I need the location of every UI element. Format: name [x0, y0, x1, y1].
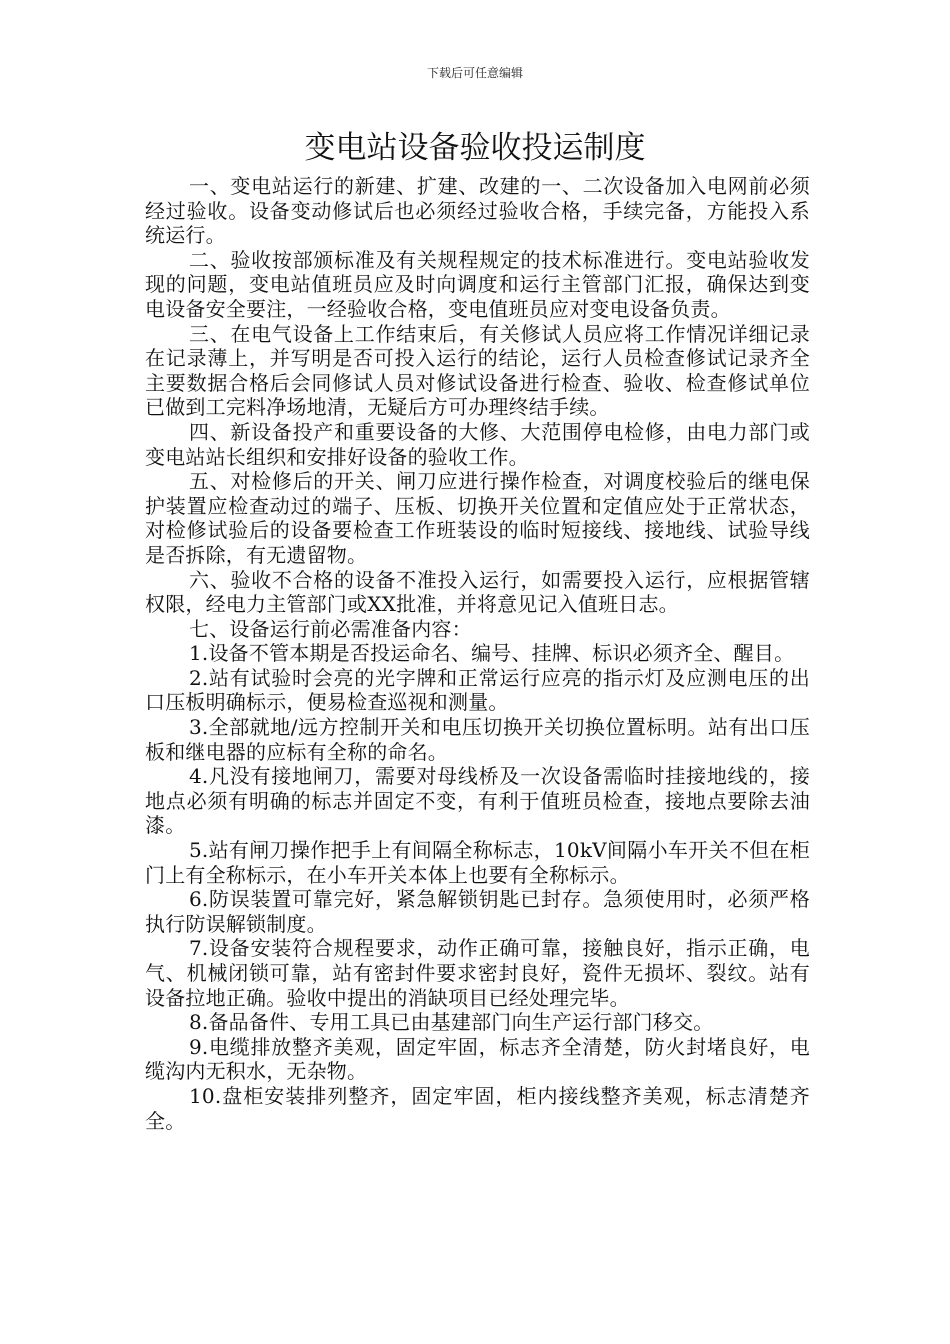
list-item: 3.全部就地/远方控制开关和电压切换开关切换位置标明。站有出口压板和继电器的应标有全称的命名。 [145, 715, 810, 764]
list-item: 10.盘柜安装排列整齐，固定牢固，柜内接线整齐美观，标志清楚齐全。 [145, 1083, 810, 1133]
list-item: 4.凡没有接地闸刀，需要对母线桥及一次设备需临时挂接地线的，接地点必须有明确的标志并固定不变，有利于值班员检查，接地点要除去油漆。 [145, 764, 810, 838]
list-item: 9.电缆排放整齐美观，固定牢固，标志齐全清楚，防火封堵良好，电缆沟内无积水，无杂物。 [145, 1034, 810, 1084]
paragraph: 六、验收不合格的设备不准投入运行，如需要投入运行，应根据管辖权限，经电力主管部门或XX批准，并将意见记入值班日志。 [145, 567, 810, 617]
document-body [145, 174, 810, 1133]
paragraph: 四、新设备投产和重要设备的大修、大范围停电检修，由电力部门或变电站站长组织和安排好设备的验收工作。 [145, 419, 810, 469]
paragraph: 一、变电站运行的新建、扩建、改建的一、二次设备加入电网前必须经过验收。设备变动修试后也必须经过验收合格，手续完备，方能投入系统运行。 [145, 174, 810, 248]
paragraph: 二、验收按部颁标准及有关规程规定的技术标准进行。变电站验收发现的问题，变电站值班员应及时向调度和运行主管部门汇报，确保达到变电设备安全要注，一经验收合格，变电值班员应对变电设备负责。 [145, 247, 810, 321]
list-item: 2.站有试验时会亮的光字牌和正常运行应亮的指示灯及应测电压的出口压板明确标示，便易检查巡视和测量。 [145, 665, 810, 715]
list-item: 8.备品备件、专用工具已由基建部门向生产运行部门移交。 [189, 1010, 714, 1035]
list-item: 7.设备安装符合规程要求，动作正确可靠，接触良好，指示正确，电气、机械闭锁可靠，站有密封件要求密封良好，瓷件无损坏、裂纹。站有设备拉地正确。验收中提出的消缺项目已经处理完毕。 [145, 936, 810, 1010]
paragraph: 三、在电气设备上工作结束后，有关修试人员应将工作情况详细记录在记录薄上，并写明是否可投入运行的结论，运行人员检查修试记录齐全主要数据合格后会同修试人员对修试设备进行检查、验收、检查修试单位已做到工完料净场地清，无疑后方可办理终结手续。 [145, 321, 810, 420]
page-header-note: 下载后可任意编辑 [426, 66, 523, 80]
list-item: 1.设备不管本期是否投运命名、编号、挂牌、标识必须齐全、醒目。 [189, 641, 795, 666]
list-item: 6.防误装置可靠完好，紧急解锁钥匙已封存。急须使用时，必须严格执行防误解锁制度。 [145, 887, 810, 936]
document-title: 变电站设备验收投运制度 [304, 130, 646, 166]
paragraph: 五、对检修后的开关、闸刀应进行操作检查，对调度校验后的继电保护装置应检查动过的端子、压板、切换开关位置和定值应处于正常状态，对检修试验后的设备要检查工作班装设的临时短接线、接地线、试验导线是否拆除，有无遗留物。 [145, 469, 810, 567]
paragraph: 七、设备运行前必需准备内容： [189, 616, 472, 641]
list-item: 5.站有闸刀操作把手上有间隔全称标志，10kV间隔小车开关不但在柜门上有全称标示，在小车开关本体上也要有全称标示。 [145, 838, 810, 887]
